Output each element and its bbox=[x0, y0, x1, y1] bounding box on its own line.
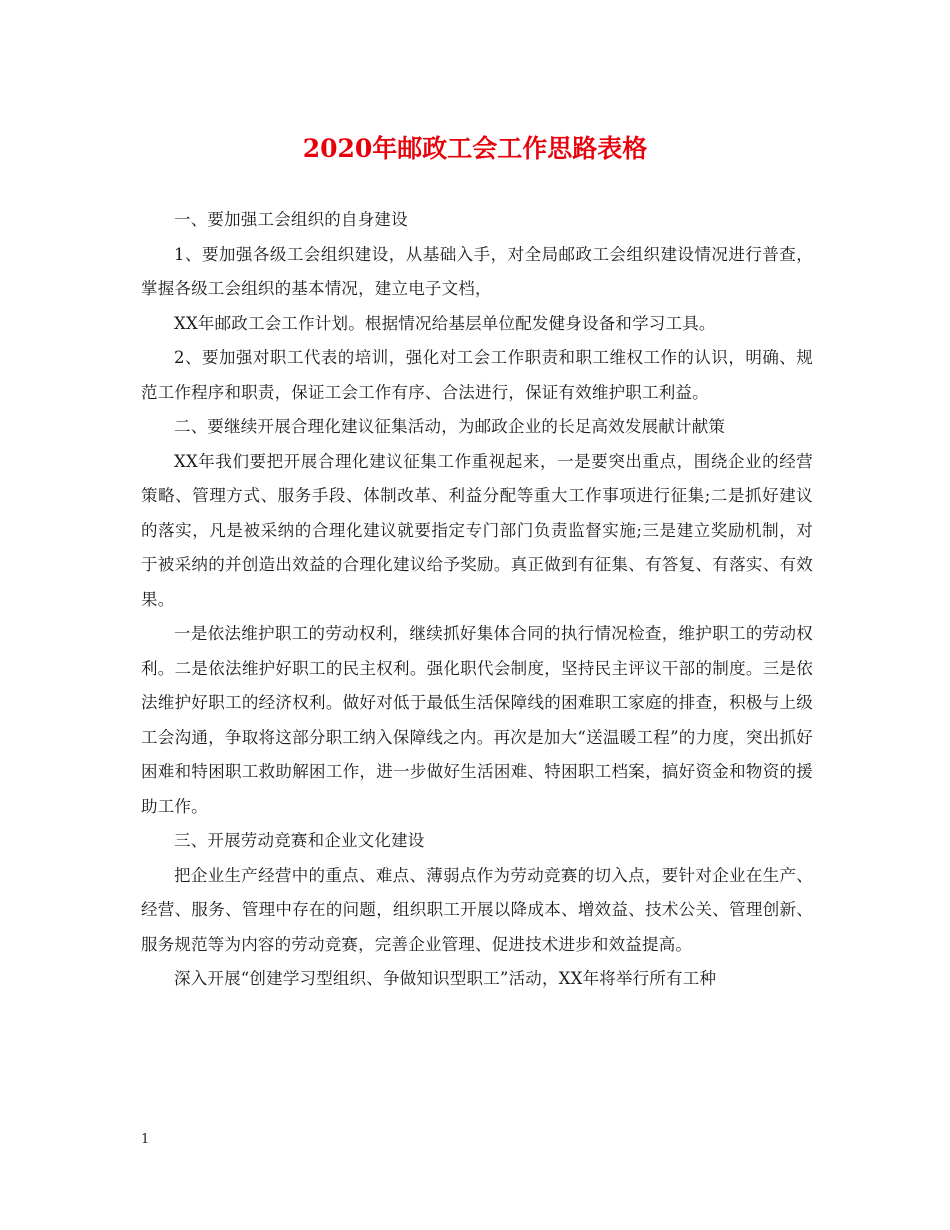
paragraph: 一是依法维护职工的劳动权利，继续抓好集体合同的执行情况检查，维护职工的劳动权利。二是依法维护好职工的民主权利。强化职代会制度，坚持民主评议干部的制度。三是依法维护好职工的经济权利。做好对低于最低生活保障线的困难职工家庭的排查，积极与上级工会沟通，争取将这部分职工纳入保障线之内。再次是加大“送温暖工程”的力度，突出抓好困难和特困职工救助解困工作，进一步做好生活困难、特困职工档案，搞好资金和物资的援助工作。 bbox=[141, 624, 813, 816]
paragraph: XX年邮政工会工作计划。根据情况给基层单位配发健身设备和学习工具。 bbox=[174, 313, 716, 333]
paragraph: 1、要加强各级工会组织建设，从基础入手，对全局邮政工会组织建设情况进行普查，掌握各级工会组织的基本情况，建立电子文档， bbox=[141, 244, 813, 298]
section-heading-3: 三、开展劳动竞赛和企业文化建设 bbox=[174, 831, 425, 850]
paragraph: XX年我们要把开展合理化建议征集工作重视起来，一是要突出重点，围绕企业的经营策略、管理方式、服务手段、体制改革、利益分配等重大工作事项进行征集;二是抓好建议的落实，凡是被采纳的合理化建议就要指定专门部门负责监督实施;三是建立奖励机制，对于被采纳的并创造出效益的合理化建议给予奖励。真正做到有征集、有答复、有落实、有效果。 bbox=[141, 451, 813, 609]
paragraph: 2、要加强对职工代表的培训，强化对工会工作职责和职工维权工作的认识，明确、规范工作程序和职责，保证工会工作有序、合法进行，保证有效维护职工利益。 bbox=[141, 348, 813, 402]
document-title: 2020年邮政工会工作思路表格 bbox=[302, 134, 648, 163]
paragraph: 把企业生产经营中的重点、难点、薄弱点作为劳动竞赛的切入点，要针对企业在生产、经营、服务、管理中存在的问题，组织职工开展以降成本、增效益、技术公关、管理创新、服务规范等为内容的劳动竞赛，完善企业管理、促进技术进步和效益提高。 bbox=[141, 865, 813, 954]
page-number: 1 bbox=[141, 1132, 150, 1147]
paragraph: 深入开展“创建学习型组织、争做知识型职工”活动，XX年将举行所有工种 bbox=[174, 969, 717, 988]
section-heading-1: 一、要加强工会组织的自身建设 bbox=[174, 210, 408, 229]
document-body bbox=[141, 203, 813, 997]
section-heading-2: 二、要继续开展合理化建议征集活动，为邮政企业的长足高效发展献计献策 bbox=[174, 417, 726, 436]
